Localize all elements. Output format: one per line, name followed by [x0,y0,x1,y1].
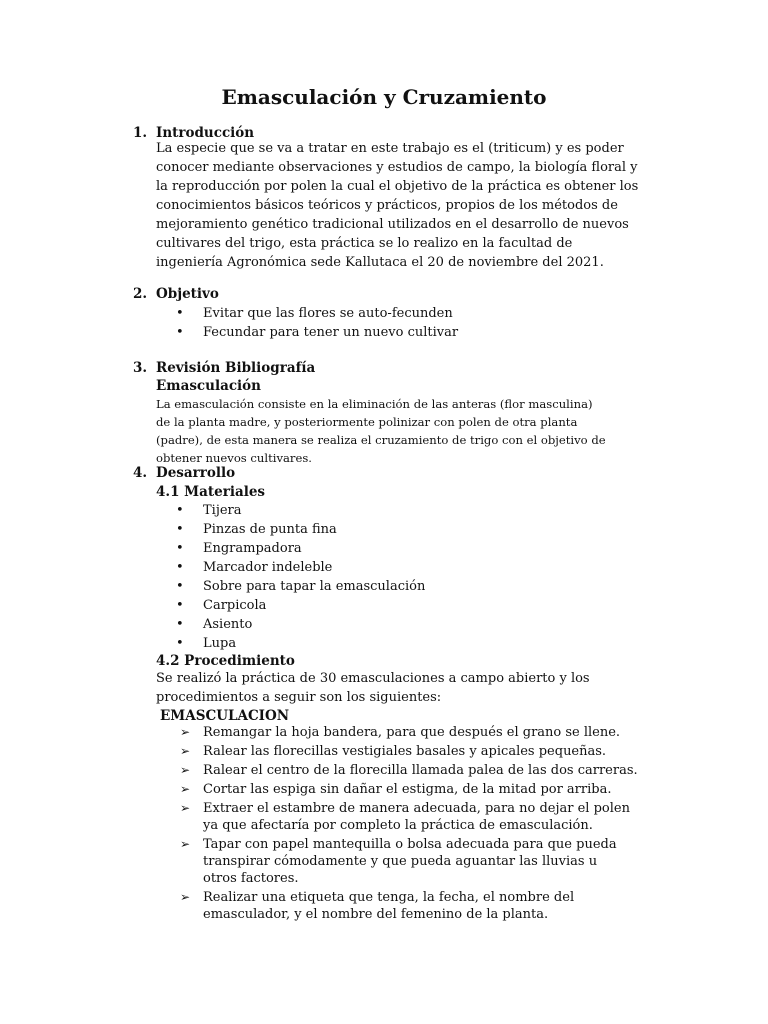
list-item: • Lupa [176,636,237,651]
arrow-bullet-icon: ➢ [180,890,191,904]
review-line: (padre), de esta manera se realiza el cruzamiento de trigo con el objetivo de [156,433,606,447]
intro-paragraph [156,139,666,272]
procedure-line: procedimientos a seguir son los siguientes: [156,690,442,705]
materials-list [176,501,425,653]
arrow-bullet-icon: ➢ [180,725,191,739]
list-item: ➢ Cortar las espiga sin dañar el estigma, de la mitad por arriba. [180,782,612,797]
document-title: Emasculación y Cruzamiento [221,85,547,109]
section-1-number: 1. [133,125,148,141]
arrow-bullet-icon: ➢ [180,801,191,815]
review-paragraph [156,395,686,467]
list-item: • Tijera [176,503,242,518]
arrow-bullet-icon: ➢ [180,782,191,796]
review-line: obtener nuevos cultivares. [156,451,312,465]
list-item: • Evitar que las flores se auto-fecunden [176,306,453,321]
intro-line: conocer mediante observaciones y estudios de campo, la biología floral y [156,160,638,175]
arrow-bullet-icon: ➢ [180,763,191,777]
intro-line: mejoramiento genético tradicional utilizados en el desarrollo de nuevos [156,217,629,232]
arrow-bullet-icon: ➢ [180,744,191,758]
bullet-icon: • [176,598,184,613]
procedure-paragraph [156,669,666,707]
list-item: • Fecundar para tener un nuevo cultivar [176,325,459,340]
list-item: • Marcador indeleble [176,560,333,575]
review-line: La emasculación consiste en la eliminación de las anteras (flor masculina) [156,397,593,411]
list-item: • Engrampadora [176,541,302,556]
bullet-icon: • [176,306,184,321]
list-item: • Sobre para tapar la emasculación [176,579,426,594]
section-3-subheading: Emasculación [156,378,262,394]
arrow-bullet-icon: ➢ [180,837,191,851]
bullet-icon: • [176,522,184,537]
intro-line: La especie que se va a tratar en este trabajo es el (triticum) y es poder [156,141,624,156]
bullet-icon: • [176,617,184,632]
section-3-heading: Revisión Bibliografía [156,360,316,376]
bullet-icon: • [176,325,184,340]
bullet-icon: • [176,636,184,651]
procedure-line: Se realizó la práctica de 30 emasculaciones a campo abierto y los [156,671,590,686]
materials-heading: 4.1 Materiales [156,484,266,500]
list-item: ➢ Tapar con papel mantequilla o bolsa adecuada para que pueda transpirar cómodamente y que pueda aguantar las lluvias u otros factores. [180,837,617,886]
bullet-icon: • [176,579,184,594]
section-2-number: 2. [133,286,148,302]
section-4-heading: Desarrollo [156,465,236,481]
section-1-heading: Introducción [156,125,255,141]
emasculacion-heading: EMASCULACION [160,708,290,724]
list-item: ➢ Ralear el centro de la florecilla llamada palea de las dos carreras. [180,763,638,778]
list-item: ➢ Extraer el estambre de manera adecuada, para no dejar el polen ya que afectaría por completo la práctica de emasculación. [180,801,630,833]
bullet-icon: • [176,503,184,518]
intro-line: cultivares del trigo, esta práctica se lo realizo en la facultad de [156,236,573,251]
review-line: de la planta madre, y posteriormente polinizar con polen de otra planta [156,415,578,429]
section-4-number: 4. [133,465,148,481]
intro-line: la reproducción por polen la cual el objetivo de la práctica es obtener los [156,179,639,194]
intro-line: ingeniería Agronómica sede Kallutaca el 20 de noviembre del 2021. [156,255,604,270]
list-item: ➢ Remangar la hoja bandera, para que después el grano se llene. [180,725,621,740]
procedure-heading: 4.2 Procedimiento [156,653,295,669]
list-item: • Pinzas de punta fina [176,522,337,537]
bullet-icon: • [176,541,184,556]
section-2-heading: Objetivo [156,286,219,302]
steps-list [180,724,660,925]
list-item: ➢ Ralear las florecillas vestigiales basales y apicales pequeñas. [180,744,607,759]
list-item: ➢ Realizar una etiqueta que tenga, la fecha, el nombre del emasculador, y el nombre del femenino de la planta. [180,890,575,922]
list-item: • Carpicola [176,598,267,613]
intro-line: conocimientos básicos teóricos y prácticos, propios de los métodos de [156,198,618,213]
section-3-number: 3. [133,360,148,376]
bullet-icon: • [176,560,184,575]
list-item: • Asiento [176,617,253,632]
objective-list [176,304,458,342]
